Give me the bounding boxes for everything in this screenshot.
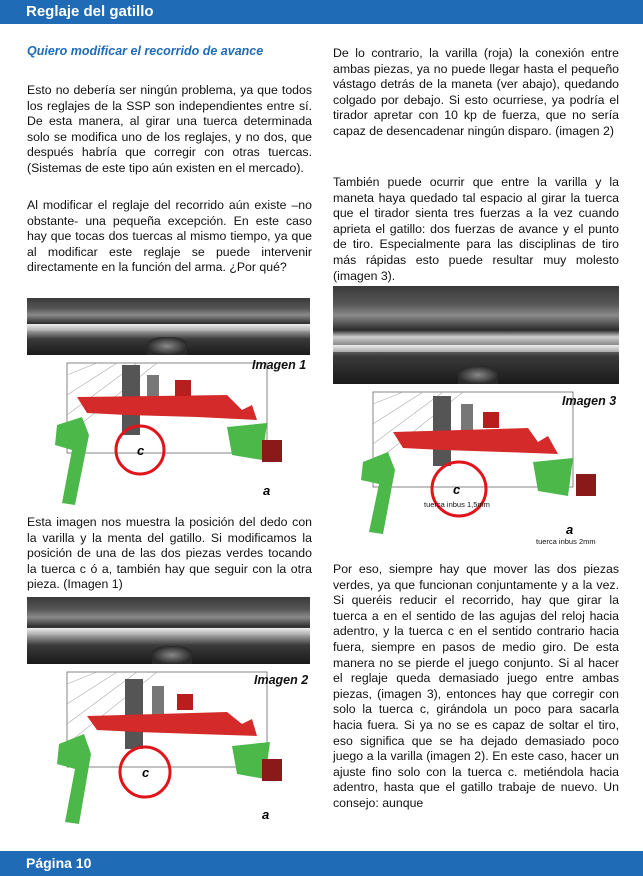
left-paragraph-3: Esta imagen nos muestra la posición del dedo con la varilla y la menta del gatillo. Si modificamos la posición de una de las dos piezas verdes tocando la tuerca c ó a, también hay que seguir con la otra pieza. (Imagen 1) bbox=[27, 515, 312, 592]
left-paragraph-2: Al modificar el reglaje del recorrido aún existe –no obstante- una pequeña excepción. En este caso hay que tocas dos tuercas al mismo tiempo, ya que al modificar este reglaje se puede intervenir directamente en la función del arma. ¿Por qué? bbox=[27, 198, 312, 275]
trigger-diagram-2 bbox=[27, 664, 310, 824]
label-a-1: a bbox=[263, 483, 271, 498]
photo-3 bbox=[333, 286, 619, 384]
photo-1 bbox=[27, 298, 310, 355]
trigger-diagram-3 bbox=[333, 384, 619, 549]
section-subtitle: Quiero modificar el recorrido de avance bbox=[27, 44, 264, 58]
label-c-2: c bbox=[142, 765, 150, 780]
label-c-3: c bbox=[453, 482, 461, 497]
page-number: Página 10 bbox=[26, 855, 92, 871]
left-paragraph-1: Esto no debería ser ningún problema, ya que todos los reglajes de la SSP son independientes entre sí. De esta manera, al girar una tuerca determinada solo se modifica uno de los reglajes, y no dos, que después habría que corregir con otras tuercas. (Sistemas de este tipo aún existen en el mercado). bbox=[27, 83, 312, 175]
figure-label-1: Imagen 1 bbox=[252, 358, 307, 372]
label-c-1: c bbox=[137, 443, 145, 458]
page-footer bbox=[0, 851, 643, 876]
page-header bbox=[0, 0, 643, 24]
label-a-2: a bbox=[262, 807, 270, 822]
right-paragraph-1: De lo contrario, la varilla (roja) la conexión entre ambas piezas, ya no puede llegar hasta el pequeño vástago detrás de la maneta (ver abajo), quedando colgado por debajo. Si esto ocurriese, ya podría el tirador apretar con 10 kp de fuerza, que no sería capaz de desencadenar ningún disparo. (imagen 2) bbox=[333, 46, 619, 138]
photo-2 bbox=[27, 597, 310, 664]
right-paragraph-2: También puede ocurrir que entre la varilla y la maneta haya quedado tal espacio al girar la tuerca que el tirador sienta tres fuerzas a la vez cuando aprieta el gatillo: dos fuerzas de avance y el punto de tiro. Especialmente para las disciplinas de tiro más rápidas esto puede resultar muy molesto (imagen 3). bbox=[333, 175, 619, 283]
header-title: Reglaje del gatillo bbox=[26, 3, 154, 20]
label-a-3: a bbox=[566, 522, 574, 537]
right-paragraph-3: Por eso, siempre hay que mover las dos piezas verdes, ya que funcionan conjuntamente y a la vez. Si queréis reducir el recorrido, hay que girar la tuerca a en el sentido de las agujas del reloj hacia adentro, y la tuerca c en el sentido contrario hacia fuera, siempre en pasos de medio giro. De esta manera no se pierde el juego conjunto. Si al hacer el reglaje queda demasiado juego entre ambas piezas, (imagen 3), entonces hay que corregir con solo la tuerca c, girándola un poco para sacarla hacia fuera. Si ya no se es capaz de soltar el tiro, eso significa que se ha dejado demasiado poco juego a la varilla (imagen 2). En este caso, hacer un ajuste fino solo con la tuerca c. metiéndola hacia adentro, hasta que el gatillo trabaje de nuevo. Un consejo: aunque bbox=[333, 562, 619, 810]
note-a-3: tuerca inbus 2mm bbox=[536, 537, 596, 546]
trigger-diagram-1 bbox=[27, 355, 310, 505]
note-c-3: tuerca inbus 1,5mm bbox=[424, 500, 490, 509]
figure-label-2: Imagen 2 bbox=[254, 673, 309, 687]
figure-label-3: Imagen 3 bbox=[562, 394, 617, 408]
